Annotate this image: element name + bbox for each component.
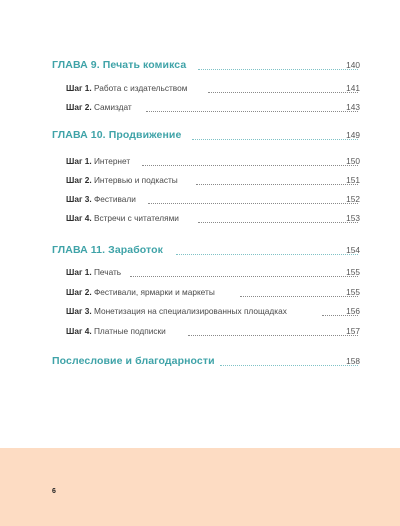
dot-leader [146,111,358,112]
entry-title [66,306,287,316]
dot-leader [130,276,358,277]
entry-page-number: 153 [346,213,360,223]
entry-page-number: 152 [346,194,360,204]
dot-leader [148,203,358,204]
chapter-page-number: 154 [346,245,360,255]
toc-entry[interactable] [0,305,400,319]
step-number: Шаг 1. [66,267,92,277]
entry-title [66,213,179,223]
entry-page-number: 157 [346,326,360,336]
chapter-title: ГЛАВА 9. Печать комикса [52,59,187,71]
dot-leader [192,139,358,140]
step-number: Шаг 2. [66,175,92,185]
chapter-title: ГЛАВА 11. Заработок [52,244,164,256]
dot-leader [198,69,358,70]
toc-entry[interactable] [0,212,400,226]
afterword-page-number: 158 [346,356,360,366]
step-text: Печать [93,267,122,277]
toc-chapter-11[interactable] [0,244,400,258]
toc-entry[interactable] [0,82,400,96]
entry-title [66,326,166,336]
toc-entry[interactable] [0,155,400,169]
entry-title [66,287,215,297]
entry-title [66,194,136,204]
entry-title [66,102,132,112]
step-number: Шаг 2. [66,287,92,297]
entry-title [66,267,121,277]
entry-page-number: 151 [346,175,360,185]
step-text: Интернет [93,156,131,166]
toc-afterword[interactable] [0,355,400,369]
dot-leader [176,254,358,255]
entry-page-number: 156 [346,306,360,316]
chapter-title: ГЛАВА 10. Продвижение [52,129,182,141]
entry-title [66,175,178,185]
step-number: Шаг 1. [66,83,92,93]
footer-band [0,448,400,526]
chapter-page-number: 149 [346,130,360,140]
step-text: Интервью и подкасты [93,175,178,185]
step-number: Шаг 2. [66,102,92,112]
step-text: Работа с издательством [93,83,188,93]
entry-title [66,83,187,93]
dot-leader [198,222,358,223]
entry-page-number: 150 [346,156,360,166]
step-text: Встречи с читателями [93,213,179,223]
toc-entry[interactable] [0,101,400,115]
dot-leader [208,92,358,93]
entry-title [66,156,130,166]
dot-leader [196,184,358,185]
entry-page-number: 141 [346,83,360,93]
afterword-title: Послесловие и благодарности [52,355,215,367]
step-text: Платные подписки [93,326,166,336]
page-number: 6 [52,488,56,495]
step-number: Шаг 3. [66,194,92,204]
toc-entry[interactable] [0,266,400,280]
entry-page-number: 155 [346,267,360,277]
entry-page-number: 155 [346,287,360,297]
step-number: Шаг 4. [66,326,92,336]
toc-entry[interactable] [0,174,400,188]
dot-leader [220,365,358,366]
step-number: Шаг 1. [66,156,92,166]
dot-leader [142,165,358,166]
toc-chapter-10[interactable] [0,129,400,143]
dot-leader [240,296,358,297]
step-text: Самиздат [93,102,132,112]
step-text: Фестивали [93,194,136,204]
step-text: Монетизация на специализированных площадках [93,306,287,316]
toc-entry[interactable] [0,325,400,339]
toc-chapter-9[interactable] [0,59,400,73]
step-number: Шаг 4. [66,213,92,223]
toc-entry[interactable] [0,286,400,300]
entry-page-number: 143 [346,102,360,112]
toc-entry[interactable] [0,193,400,207]
step-number: Шаг 3. [66,306,92,316]
dot-leader [188,335,358,336]
step-text: Фестивали, ярмарки и маркеты [93,287,215,297]
chapter-page-number: 140 [346,60,360,70]
